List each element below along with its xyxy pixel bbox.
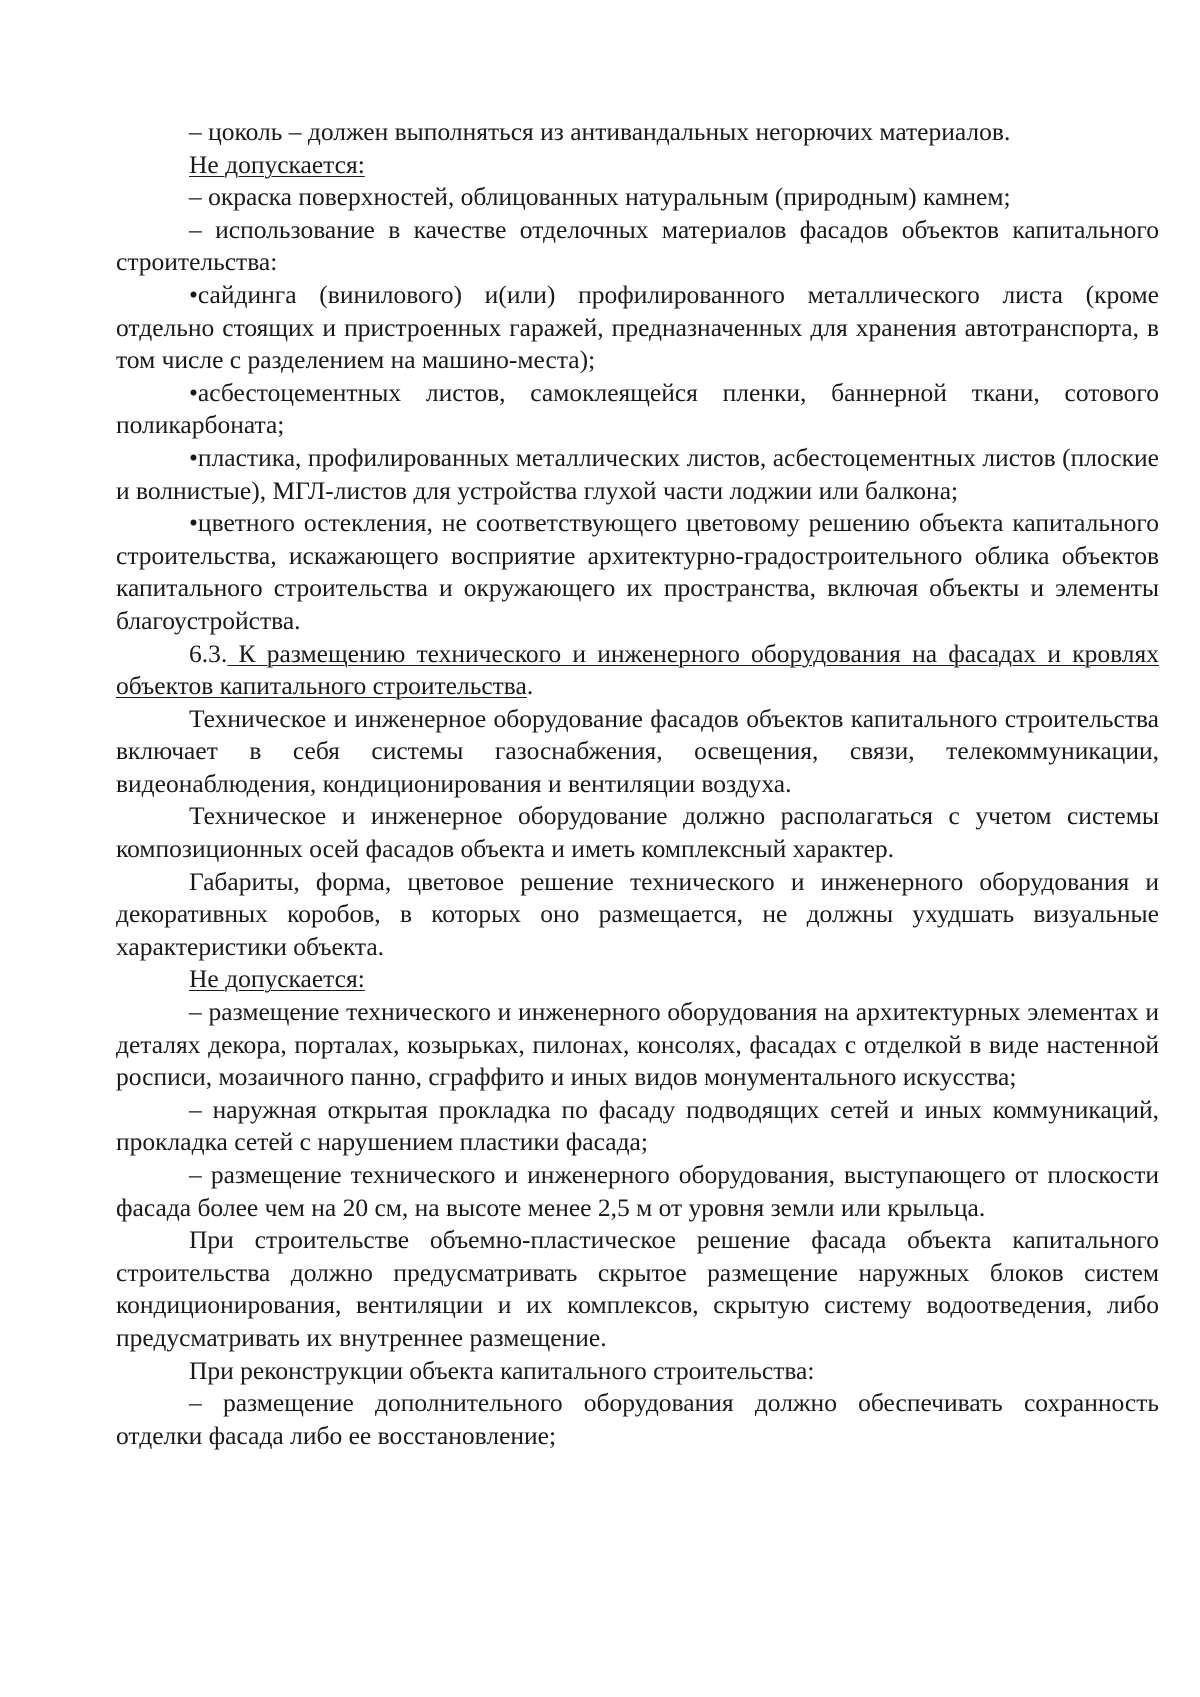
paragraph-construction: При строительстве объемно-пластическое решение фасада объекта капитального строительства должно предусматривать скрытое размещение наружных блоков систем кондиционирования, вентиляции и их комплексов, скрытую систему водоотведения, либо предусматривать их внутреннее размещение. (116, 1225, 1159, 1352)
paragraph-not-allowed-heading (116, 149, 1159, 182)
document-body (116, 116, 1159, 1452)
list-item-plastic: •пластика, профилированных металлических листов, асбестоцементных листов (плоские и волнистые), МГЛ-листов для устройства глухой части лоджии или балкона; (116, 442, 1159, 505)
paragraph-equipment-axes: Техническое и инженерное оборудование должно располагаться с учетом системы композиционных осей фасадов объекта и иметь комплексный характер. (116, 801, 1159, 864)
paragraph-open-laying: – наружная открытая прокладка по фасаду подводящих сетей и иных коммуникаций, прокладка сетей с нарушением пластики фасада; (116, 1094, 1159, 1157)
list-item-asbestos: •асбестоцементных листов, самоклеящейся пленки, баннерной ткани, сотового поликарбоната; (116, 377, 1159, 440)
not-allowed-label-2: Не допускается: (189, 964, 365, 994)
paragraph-materials-use: – использование в качестве отделочных материалов фасадов объектов капитального строительства: (116, 214, 1159, 277)
paragraph-painting: – окраска поверхностей, облицованных натуральным (природным) камнем; (189, 182, 1011, 212)
paragraph-protruding-equipment: – размещение технического и инженерного оборудования, выступающего от плоскости фасада более чем на 20 см, на высоте менее 2,5 м от уровня земли или крыльца. (116, 1160, 1159, 1222)
paragraph-equipment-dimensions: Габариты, форма, цветовое решение технического и инженерного оборудования и декоративных коробов, в которых оно размещается, не должны ухудшать визуальные характеристики объекта. (116, 866, 1159, 961)
section-number: 6.3. (189, 638, 228, 668)
section-heading-6-3 (116, 638, 1159, 703)
section-title: К размещению технического и инженерного оборудования на фасадах и кровлях объектов капитального строительства (116, 638, 1159, 701)
paragraph-additional-equipment: – размещение дополнительного оборудования должно обеспечивать сохранность отделки фасада либо ее восстановление; (116, 1388, 1159, 1450)
paragraph-plinth: – цоколь – должен выполняться из антивандальных негорючих материалов. (189, 117, 1011, 146)
paragraph-equipment-definition: Техническое и инженерное оборудование фасадов объектов капитального строительства включает в себя системы газоснабжения, освещения, связи, телекоммуникации, видеонаблюдения, кондиционирования и вентиляции воздуха. (116, 703, 1159, 798)
section-title-period: . (526, 671, 534, 701)
list-item-colored-glazing: •цветного остекления, не соответствующего цветовому решению объекта капитального строительства, искажающего восприятие архитектурно-градостроительного облика объектов капитального строительства и окружающего их пространства, включая объекты и элементы благоустройства. (116, 508, 1159, 635)
paragraph-not-allowed-heading-2 (116, 963, 1159, 996)
paragraph-placement-decor: – размещение технического и инженерного оборудования на архитектурных элементах и деталях декора, порталах, козырьках, пилонах, консолях, фасадах с отделкой в виде настенной росписи, мозаичного панно, сграффито и иных видов монументального искусства; (116, 997, 1159, 1092)
not-allowed-label: Не допускается: (189, 149, 365, 179)
paragraph-reconstruction: При реконструкции объекта капитального строительства: (189, 1355, 815, 1385)
list-item-siding: •сайдинга (винилового) и(или) профилированного металлического листа (кроме отдельно стоящих и пристроенных гаражей, предназначенных для хранения автотранспорта, в том числе с разделением на машино-места); (116, 279, 1159, 375)
